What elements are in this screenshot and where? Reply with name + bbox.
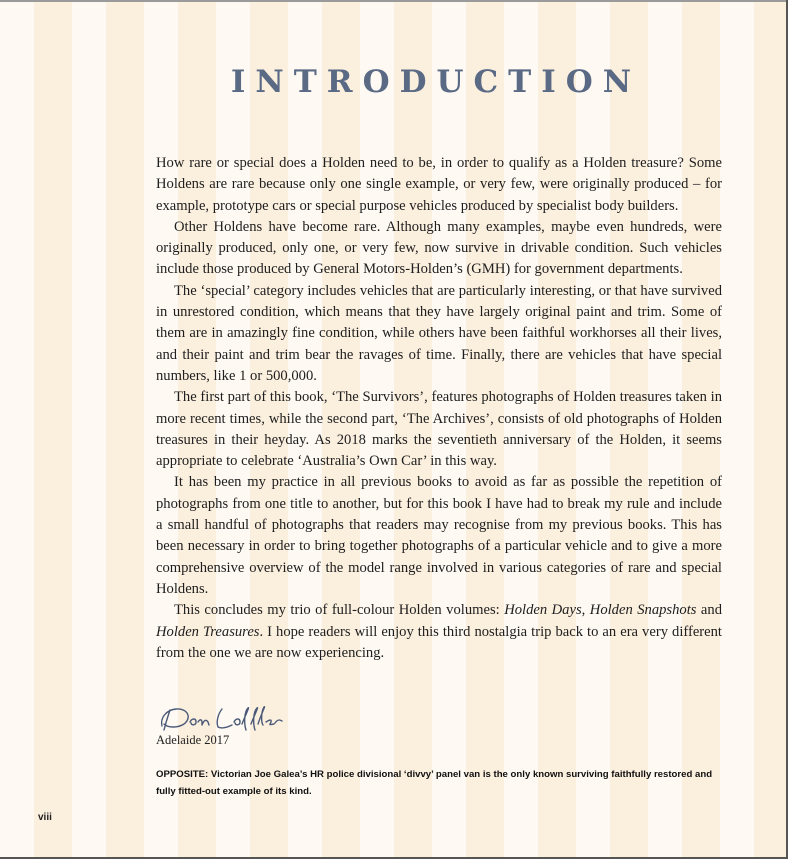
paragraph-1: How rare or special does a Holden need to be, in order to qualify as a Holden treasure? Some Holdens are rare because only one single example, or very few, were originally produced – for example, prototype cars or special purpose vehicles produced by specialist body builders. — [156, 155, 722, 214]
book-title-holden-snapshots: Holden Snapshots — [589, 602, 697, 619]
paragraph-6-tail: . I hope readers will enjoy this third nostalgia trip back to an era very different from the one we are now experiencing. — [156, 623, 722, 661]
author-signature — [156, 700, 286, 734]
paragraph-2: Other Holdens have become rare. Although many examples, maybe even hundreds, were originally produced, only one, or very few, now survive in drivable condition. Such vehicles include those produced by General Motors-Holden’s (GMH) for government departments. — [156, 218, 722, 278]
separator: and — [696, 602, 722, 619]
chapter-title: INTRODUCTION — [230, 64, 642, 100]
paragraph-5: It has been my practice in all previous books to avoid as far as possible the repetition of photographs from one title to another, but for this book I have had to break my rule and include a small handful of photographs that readers may recognise from my previous books. This has been necessary in order to bring together photographs of a particular vehicle and to give a more comprehensive overview of the model range involved in various categories of rare and special Holdens. — [156, 474, 722, 597]
paragraph-3: The ‘special’ category includes vehicles that are particularly interesting, or that have survived in unrestored condition, which means that they have largely original paint and trim. Some of them are in amazingly fine condition, while others have been faithful workhorses all their lives, and their paint and trim bear the ravages of time. Finally, there are vehicles that have special numbers, like 1 or 500,000. — [156, 282, 722, 384]
book-title-holden-treasures: Holden Treasures — [156, 623, 260, 640]
paragraph-6 — [156, 600, 722, 664]
book-title-holden-days: Holden Days — [504, 602, 582, 619]
page-number: viii — [38, 812, 52, 823]
introduction-body — [156, 153, 722, 664]
top-border — [0, 0, 788, 2]
paragraph-4: The first part of this book, ‘The Survivors’, features photographs of Holden treasures taken in more recent times, while the second part, ‘The Archives’, consists of old photographs of Holden treasures in their heyday. As 2018 marks the seventieth anniversary of the Holden, it seems appropriate to celebrate ‘Australia’s Own Car’ in this way. — [156, 389, 722, 470]
paragraph-6-lead: This concludes my trio of full-colour Holden volumes: — [174, 602, 505, 619]
separator: , — [581, 602, 590, 619]
place-and-date: Adelaide 2017 — [156, 733, 230, 747]
photo-caption: OPPOSITE: Victorian Joe Galea’s HR police divisional ‘divvy’ panel van is the only known surviving faithfully restored and fully fitted-out example of its kind. — [156, 769, 713, 797]
